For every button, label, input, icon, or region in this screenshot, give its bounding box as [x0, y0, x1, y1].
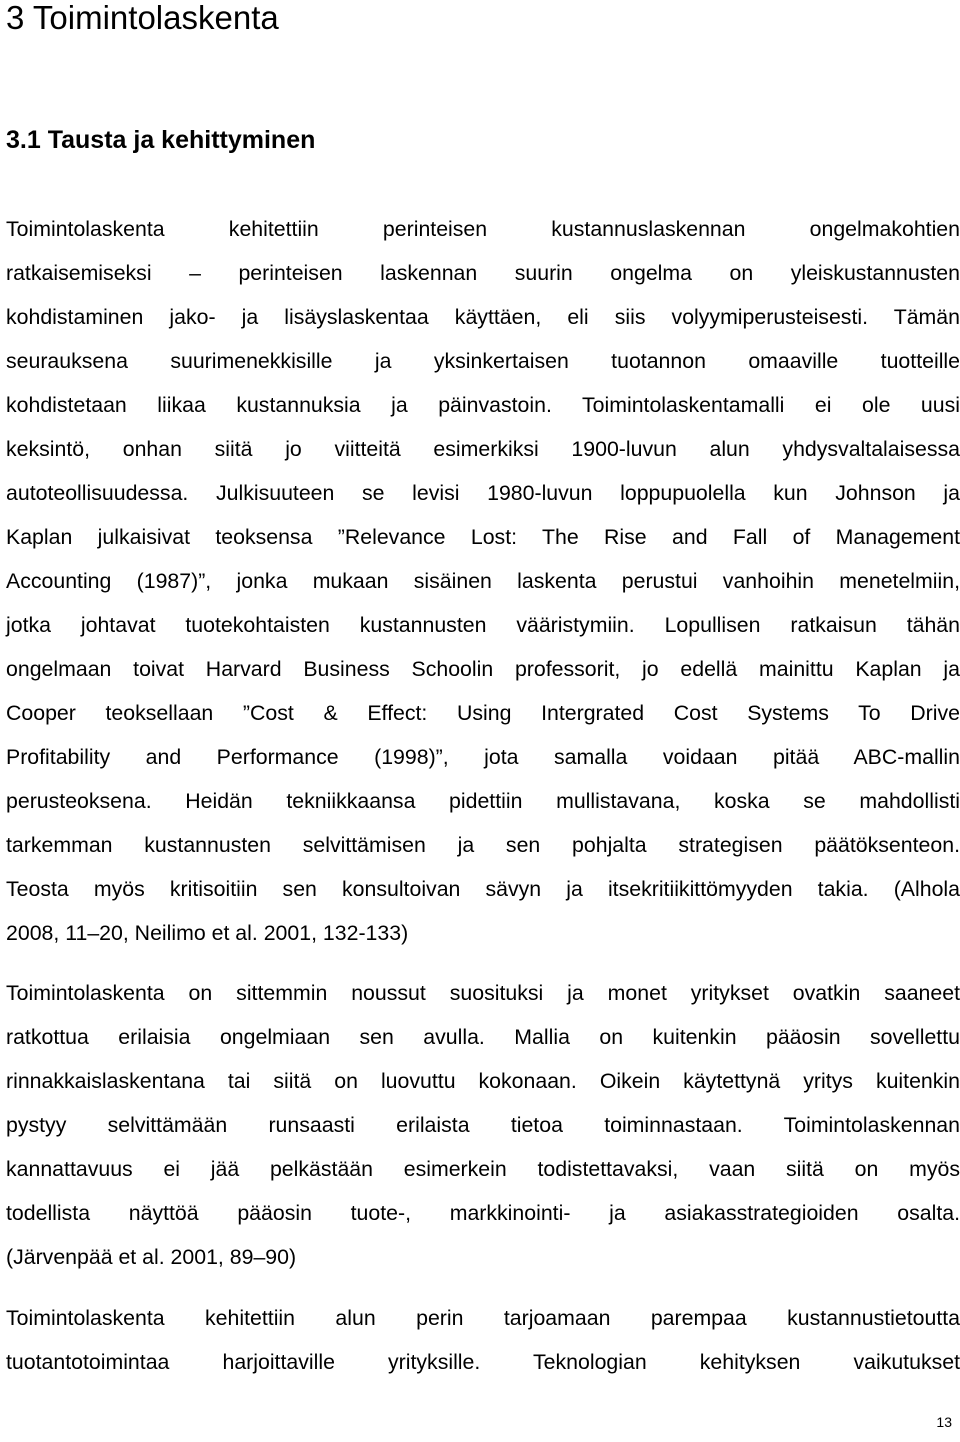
- chapter-title: 3 Toimintolaskenta: [6, 0, 279, 36]
- text-line: Toimintolaskenta kehitettiin alun perin tarjoamaan parempaa kustannustietoutta: [6, 1306, 960, 1330]
- text-line: jotka johtavat tuotekohtaisten kustannusten vääristymiin. Lopullisen ratkaisun tähän: [6, 613, 960, 637]
- text-line: kohdistaminen jako- ja lisäyslaskentaa käyttäen, eli siis volyymiperusteisesti. Tämän: [6, 305, 960, 329]
- text-line: Toimintolaskenta on sittemmin noussut suosituksi ja monet yritykset ovatkin saaneet: [6, 981, 960, 1005]
- text-line: todellista näyttöä pääosin tuote-, markkinointi- ja asiakasstrategioiden osalta.: [6, 1201, 960, 1225]
- text-line: Toimintolaskenta kehitettiin perinteisen kustannuslaskennan ongelmakohtien: [6, 217, 960, 241]
- page-number: 13: [936, 1414, 952, 1430]
- text-line: ratkottua erilaisia ongelmiaan sen avulla. Mallia on kuitenkin pääosin sovellettu: [6, 1025, 960, 1049]
- text-line: rinnakkaislaskentana tai siitä on luovuttu kokonaan. Oikein käytettynä yritys kuitenkin: [6, 1069, 960, 1093]
- text-line: Teosta myös kritisoitiin sen konsultoivan sävyn ja itsekritiikittömyyden takia. (Alhola: [6, 877, 960, 901]
- paragraph-1: [6, 207, 960, 955]
- text-line: Accounting (1987)”, jonka mukaan sisäinen laskenta perustui vanhoihin menetelmiin,: [6, 569, 960, 593]
- text-line: Profitability and Performance (1998)”, jota samalla voidaan pitää ABC-mallin: [6, 745, 960, 769]
- text-line: ratkaisemiseksi – perinteisen laskennan suurin ongelma on yleiskustannusten: [6, 261, 960, 285]
- text-line: perusteoksena. Heidän tekniikkaansa pidettiin mullistavana, koska se mahdollisti: [6, 789, 960, 813]
- text-line: seurauksena suurimenekkisille ja yksinkertaisen tuotannon omaaville tuotteille: [6, 349, 960, 373]
- text-line: Kaplan julkaisivat teoksensa ”Relevance Lost: The Rise and Fall of Management: [6, 525, 960, 549]
- text-line: tarkemman kustannusten selvittämisen ja sen pohjalta strategisen päätöksenteon.: [6, 833, 960, 857]
- text-line: keksintö, onhan siitä jo viitteitä esimerkiksi 1900-luvun alun yhdysvaltalaisessa: [6, 437, 960, 461]
- section-title: 3.1 Tausta ja kehittyminen: [6, 126, 316, 154]
- text-line: kannattavuus ei jää pelkästään esimerkein todistettavaksi, vaan siitä on myös: [6, 1157, 960, 1181]
- paragraph-3: [6, 1296, 960, 1384]
- text-line: (Järvenpää et al. 2001, 89–90): [6, 1245, 297, 1269]
- paragraph-2: [6, 971, 960, 1279]
- text-line: kohdistetaan liikaa kustannuksia ja päinvastoin. Toimintolaskentamalli ei ole uusi: [6, 393, 960, 417]
- text-line: autoteollisuudessa. Julkisuuteen se levisi 1980-luvun loppupuolella kun Johnson ja: [6, 481, 960, 505]
- text-line: tuotantotoimintaa harjoittaville yrityksille. Teknologian kehityksen vaikutukset: [6, 1350, 960, 1374]
- text-line: ongelmaan toivat Harvard Business Schoolin professorit, jo edellä mainittu Kaplan ja: [6, 657, 960, 681]
- text-line: Cooper teoksellaan ”Cost & Effect: Using Intergrated Cost Systems To Drive: [6, 701, 960, 725]
- text-line: pystyy selvittämään runsaasti erilaista tietoa toiminnastaan. Toimintolaskennan: [6, 1113, 960, 1137]
- text-line: 2008, 11–20, Neilimo et al. 2001, 132-133): [6, 921, 409, 945]
